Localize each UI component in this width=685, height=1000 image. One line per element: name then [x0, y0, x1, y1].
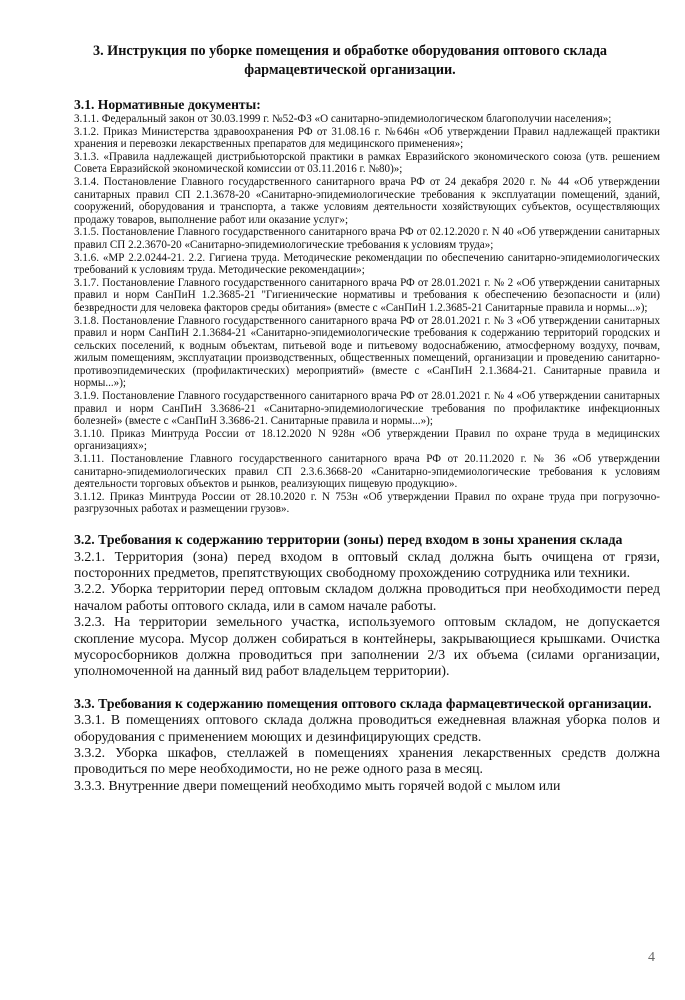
normative-document-item: 3.1.8. Постановление Главного государственного санитарного врача РФ от 28.01.2021 г. № 3 «Об утверждении санитарных правил и норм СанПиН 2.1.3684-21 «Санитарно-эпидемиологические требования к содержанию территорий городских и сельских поселений, к водным объектам, питьевой воде и питьевому водоснабжению, атмосферному воздуху, почвам, жилым помещениям, эксплуатации производственных, общественных помещений, организации и проведению санитарно-противоэпидемических (профилактических) мероприятий» (вместе с «СанПиН 2.1.3684-21. Санитарные правила и нормы...»);: [74, 314, 660, 390]
premises-requirement-item: 3.3.1. В помещениях оптового склада должна проводиться ежедневная влажная уборка полов и оборудования с применением моющих и дезинфицирующих средств.: [74, 712, 660, 744]
section-heading-territory-requirements: 3.2. Требования к содержанию территории (зоны) перед входом в зоны хранения склада: [74, 532, 623, 547]
document-body: [74, 96, 660, 794]
normative-document-item: 3.1.6. «МР 2.2.0244-21. 2.2. Гигиена труда. Методические рекомендации по обеспечению санитарно-эпидемиологических требований к условиям труда. Методические рекомендации»;: [74, 251, 660, 277]
document-title: 3. Инструкция по уборке помещения и обработке оборудования оптового склада фармацевтической организации.: [92, 43, 608, 78]
territory-requirement-item: 3.2.1. Территория (зона) перед входом в оптовый склад должна быть очищена от грязи, посторонних предметов, препятствующих свободному прохождению сотрудника или техники.: [74, 548, 660, 580]
normative-document-item: 3.1.2. Приказ Министерства здравоохранения РФ от 31.08.16 г. №646н «Об утверждении Правил надлежащей практики хранения и перевозки лекарственных препаратов для медицинского применения»;: [74, 125, 660, 151]
premises-requirement-item: 3.3.2. Уборка шкафов, стеллажей в помещениях хранения лекарственных средств должна проводиться по мере необходимости, но не реже одного раза в месяц.: [74, 745, 660, 777]
normative-document-item: 3.1.5. Постановление Главного государственного санитарного врача РФ от 02.12.2020 г. N 40 «Об утверждении санитарных правил СП 2.2.3670-20 «Санитарно-эпидемиологические требования к условиям труда»;: [74, 226, 660, 251]
normative-document-item: 3.1.10. Приказ Минтруда России от 18.12.2020 N 928н «Об утверждении Правил по охране труда в медицинских организациях»;: [74, 427, 660, 453]
normative-document-item: 3.1.1. Федеральный закон от 30.03.1999 г. №52-ФЗ «О санитарно-эпидемиологическом благополучии населения»;: [74, 113, 612, 125]
normative-document-item: 3.1.4. Постановление Главного государственного санитарного врача РФ от 24 декабря 2020 г. № 44 «Об утверждении санитарных правил СП 2.1.3678-20 «Санитарно-эпидемиологические требования к эксплуатации помещений, зданий, сооружений, оборудования и транспорта, а также условиям деятельности хозяйствующих субъектов, осуществляющих продажу товаров, выполнение работ или оказание услуг»;: [74, 175, 660, 226]
territory-requirement-item: 3.2.3. На территории земельного участка, используемого оптовым складом, не допускается скопление мусора. Мусор должен собираться в контейнеры, закрывающиеся крышками. Очистка мусоросборников должна проводиться при заполнении 2/3 их объема (силами организации, уполномоченной на данный вид работ владельцем территории).: [74, 614, 660, 679]
normative-document-item: 3.1.12. Приказ Минтруда России от 28.10.2020 г. N 753н «Об утверждении Правил по охране труда при погрузочно-разгрузочных работах и размещении грузов».: [74, 490, 660, 516]
section-heading-premises-requirements: 3.3. Требования к содержанию помещения оптового склада фармацевтической организации.: [74, 695, 652, 711]
normative-document-item: 3.1.9. Постановление Главного государственного санитарного врача РФ от 28.01.2021 г. № 4 «Об утверждении санитарных правил и норм СанПиН 3.3686-21 «Санитарно-эпидемиологические требования по профилактике инфекционных болезней» (вместе с «СанПиН 3.3686-21. Санитарные правила и нормы...»);: [74, 390, 660, 428]
page-number: 4: [648, 950, 655, 965]
normative-document-item: 3.1.11. Постановление Главного государственного санитарного врача РФ от 20.11.2020 г. № 36 «Об утверждении санитарно-эпидемиологических правил СП 2.3.6.3668-20 «Санитарно-эпидемиологические требования к условиям деятельности торговых объектов и рынков, реализующих пищевую продукцию».: [74, 453, 660, 491]
section-heading-normative-documents: 3.1. Нормативные документы:: [74, 97, 261, 112]
premises-requirement-item: 3.3.3. Внутренние двери помещений необходимо мыть горячей водой с мылом или: [74, 777, 561, 793]
territory-requirement-item: 3.2.2. Уборка территории перед оптовым складом должна проводиться при необходимости перед началом работы оптового склада, или в самом начале работы.: [74, 581, 660, 613]
normative-document-item: 3.1.3. «Правила надлежащей дистрибьюторской практики в рамках Евразийского экономического союза (утв. решением Совета Евразийской экономической комиссии от 03.11.2016 г. №80)»;: [74, 150, 660, 176]
normative-document-item: 3.1.7. Постановление Главного государственного санитарного врача РФ от 28.01.2021 г. № 2 «Об утверждении санитарных правил и норм СанПиН 1.2.3685-21 "Гигиенические нормативы и требования к обеспечению безопасности и (или) безвредности для человека факторов среды обитания» (вместе с «СанПиН 1.2.3685-21 Санитарные правила и нормы...»);: [74, 276, 660, 314]
